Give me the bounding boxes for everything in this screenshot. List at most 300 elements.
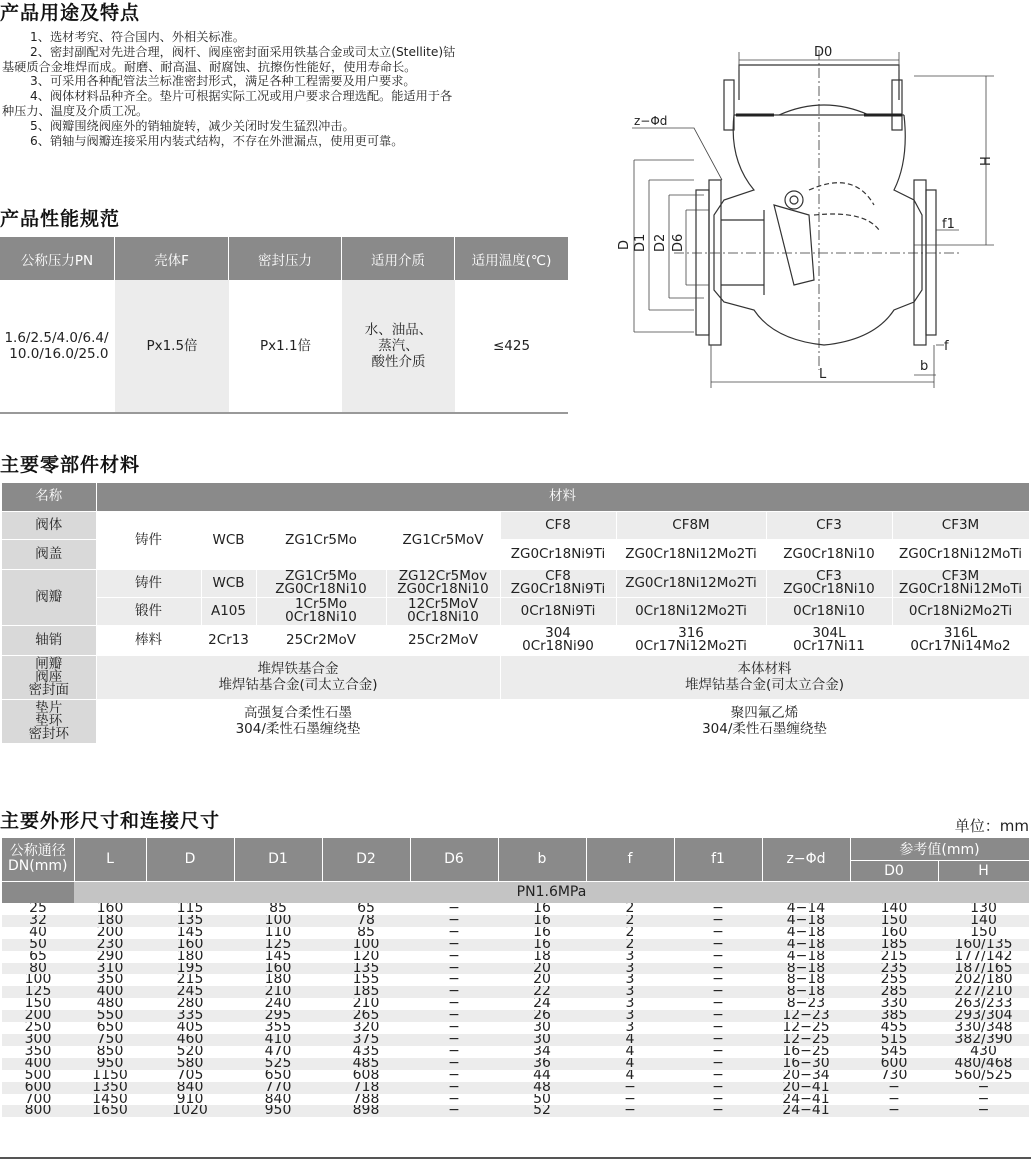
dim-cell: 2 [586, 927, 674, 939]
mat-cell: 本体材料 堆焊钴基合金(司太立合金) [500, 655, 1029, 699]
dim-cell: − [674, 998, 762, 1010]
dim-cell: 1020 [146, 1105, 234, 1117]
table-row [2, 1105, 1029, 1117]
dim-cell: − [850, 1105, 938, 1117]
mat-cell: 316L 0Cr17Ni14Mo2 [892, 625, 1029, 655]
dim-cell: 44 [498, 1070, 586, 1082]
dim-cell: 12−25 [762, 1022, 850, 1034]
dim-cell: 4 [586, 1034, 674, 1046]
dim-cell: 375 [322, 1034, 410, 1046]
dim-cell: − [674, 903, 762, 915]
dim-cell: 150 [850, 915, 938, 927]
dim-cell: − [410, 1094, 498, 1106]
dim-cell: − [674, 1094, 762, 1106]
dim-header: D2 [322, 838, 410, 881]
dim-cell: 8−18 [762, 986, 850, 998]
dim-cell: 480/468 [938, 1058, 1029, 1070]
dim-cell: 350 [2, 1046, 74, 1058]
table-row [2, 939, 1029, 951]
dim-cell: 8−18 [762, 963, 850, 975]
dim-cell: 435 [322, 1046, 410, 1058]
dim-cell: 195 [146, 963, 234, 975]
mat-cell: WCB [201, 569, 256, 597]
dim-cell: 4 [586, 1070, 674, 1082]
dim-cell: 200 [2, 1010, 74, 1022]
dim-cell: 265 [322, 1010, 410, 1022]
dim-header: D [146, 838, 234, 881]
dim-cell: − [674, 1070, 762, 1082]
dim-cell: 160 [146, 939, 234, 951]
dim-cell: 210 [234, 986, 322, 998]
table-row [2, 915, 1029, 927]
perf-header: 密封压力 [229, 237, 342, 280]
dim-cell: 385 [850, 1010, 938, 1022]
dim-cell: 4−18 [762, 951, 850, 963]
dim-cell: 32 [2, 915, 74, 927]
dim-cell: 202/180 [938, 974, 1029, 986]
dim-cell: 800 [2, 1105, 74, 1117]
table-row [2, 1034, 1029, 1046]
dim-cell: 1350 [74, 1082, 146, 1094]
mat-cell: 棒料 [96, 625, 201, 655]
dim-header: b [498, 838, 586, 881]
dim-header: 公称通径 DN(mm) [2, 838, 74, 881]
dim-cell: 4 [586, 1058, 674, 1070]
dim-cell: 950 [74, 1058, 146, 1070]
label-d0: D0 [814, 45, 833, 60]
dim-cell: 4 [586, 1046, 674, 1058]
dim-cell: 16−25 [762, 1046, 850, 1058]
mat-cell: ZG0Cr18Ni12Mo2Ti [616, 569, 766, 597]
mat-cell: 铸件 [96, 569, 201, 597]
dim-cell: 500 [2, 1070, 74, 1082]
dim-cell: 4−18 [762, 927, 850, 939]
dim-cell: 263/233 [938, 998, 1029, 1010]
perf-header: 适用温度(℃) [455, 237, 568, 280]
dim-cell: 200 [74, 927, 146, 939]
dims-title: 主要外形尺寸和连接尺寸 [0, 810, 221, 832]
dim-cell: − [674, 915, 762, 927]
dim-cell: − [674, 963, 762, 975]
mat-cell: ZG1Cr5Mo ZG0Cr18Ni10 [256, 569, 386, 597]
dim-cell: − [674, 1046, 762, 1058]
dim-cell: − [410, 903, 498, 915]
mat-cell: CF3M ZG0Cr18Ni12MoTi [892, 569, 1029, 597]
dim-cell: 52 [498, 1105, 586, 1117]
dim-cell: 455 [850, 1022, 938, 1034]
dim-cell: 100 [234, 915, 322, 927]
feature-line: 6、销轴与阀瓣连接采用内装式结构，不存在外泄漏点，使用更可靠。 [30, 133, 404, 148]
mat-label-disc: 阀瓣 [2, 569, 96, 625]
label-b: b [920, 359, 929, 374]
features-list [2, 30, 574, 148]
dim-cell: 4−14 [762, 903, 850, 915]
dim-cell: 350 [74, 974, 146, 986]
dim-cell: 245 [146, 986, 234, 998]
dim-cell: − [410, 939, 498, 951]
dim-cell: 25 [2, 903, 74, 915]
mat-cell: 0Cr18Ni9Ti [500, 597, 616, 625]
dim-cell: 16 [498, 927, 586, 939]
label-zphid: z−Φd [634, 114, 668, 128]
dim-cell: 410 [234, 1034, 322, 1046]
dim-cell: 110 [234, 927, 322, 939]
mat-cell: 25Cr2MoV [386, 625, 500, 655]
dim-cell: 85 [234, 903, 322, 915]
dim-cell: 290 [74, 951, 146, 963]
dim-cell: 16 [498, 903, 586, 915]
perf-value: ≤425 [492, 338, 531, 354]
dim-cell: 3 [586, 974, 674, 986]
dim-cell: 750 [74, 1034, 146, 1046]
dim-cell: 240 [234, 998, 322, 1010]
dim-cell: − [938, 1094, 1029, 1106]
perf-title: 产品性能规范 [0, 208, 121, 230]
perf-value: 水、油品、 蒸汽、 酸性介质 [342, 280, 455, 412]
table-row [2, 998, 1029, 1010]
dim-cell: 140 [938, 915, 1029, 927]
mat-cell: ZG1Cr5Mo [256, 511, 386, 569]
mat-header-name: 名称 [2, 483, 96, 511]
dim-cell: − [410, 1070, 498, 1082]
dim-cell: − [674, 939, 762, 951]
table-row [2, 1094, 1029, 1106]
parts-title: 主要零部件材料 [0, 454, 141, 476]
dim-cell: 4−18 [762, 939, 850, 951]
dim-cell: 150 [938, 927, 1029, 939]
label-f1: f1 [942, 217, 955, 232]
dim-cell: 20 [498, 974, 586, 986]
label-f: f [944, 339, 949, 354]
dim-cell: 24−41 [762, 1105, 850, 1117]
dim-cell: 480 [74, 998, 146, 1010]
dim-cell: 36 [498, 1058, 586, 1070]
dim-cell: 26 [498, 1010, 586, 1022]
dim-cell: 20 [498, 963, 586, 975]
dim-cell: 180 [74, 915, 146, 927]
mat-cell: ZG0Cr18Ni12Mo2Ti [616, 539, 766, 569]
table-row [2, 963, 1029, 975]
dim-cell: 330 [850, 998, 938, 1010]
dim-cell: 185 [322, 986, 410, 998]
mat-label-bonnet: 阀盖 [2, 539, 96, 569]
dim-cell: 160/135 [938, 939, 1029, 951]
dim-cell: 515 [850, 1034, 938, 1046]
dim-cell: 160 [74, 903, 146, 915]
dim-cell: 227/210 [938, 986, 1029, 998]
dim-cell: 405 [146, 1022, 234, 1034]
mat-cell: ZG0Cr18Ni10 [766, 539, 892, 569]
dim-cell: 650 [234, 1070, 322, 1082]
dim-cell: − [410, 986, 498, 998]
mat-label-gasket: 垫片 垫环 密封环 [2, 699, 96, 743]
dim-cell: 608 [322, 1070, 410, 1082]
mat-cell: 0Cr18Ni10 [766, 597, 892, 625]
performance-table [0, 237, 568, 414]
dim-cell: 65 [2, 951, 74, 963]
dim-cell: 125 [2, 986, 74, 998]
mat-cell: A105 [201, 597, 256, 625]
dim-cell: 705 [146, 1070, 234, 1082]
dim-cell: − [410, 1022, 498, 1034]
dim-cell: 150 [2, 998, 74, 1010]
dim-cell: 320 [322, 1022, 410, 1034]
dim-cell: 295 [234, 1010, 322, 1022]
dim-cell: 470 [234, 1046, 322, 1058]
table-row [2, 1010, 1029, 1022]
dim-cell: 550 [74, 1010, 146, 1022]
dim-cell: 600 [2, 1082, 74, 1094]
dim-cell: 4−18 [762, 915, 850, 927]
dim-cell: 50 [2, 939, 74, 951]
dim-cell: 770 [234, 1082, 322, 1094]
dim-cell: 580 [146, 1058, 234, 1070]
mat-cell: 1Cr5Mo 0Cr18Ni10 [256, 597, 386, 625]
table-row [2, 903, 1029, 915]
dim-cell: 140 [850, 903, 938, 915]
dim-cell: − [938, 1082, 1029, 1094]
dim-cell: 335 [146, 1010, 234, 1022]
dim-cell: 215 [146, 974, 234, 986]
dim-cell: 355 [234, 1022, 322, 1034]
dim-cell: 8−23 [762, 998, 850, 1010]
dim-cell: − [410, 998, 498, 1010]
dim-cell: 210 [322, 998, 410, 1010]
dim-cell: 115 [146, 903, 234, 915]
mat-cell: CF8M [616, 511, 766, 539]
dim-cell: 430 [938, 1046, 1029, 1058]
dim-cell: 650 [74, 1022, 146, 1034]
table-row [2, 986, 1029, 998]
dim-cell: 187/165 [938, 963, 1029, 975]
dim-cell: 100 [2, 974, 74, 986]
mat-cell: CF8 [500, 511, 616, 539]
dim-cell: 310 [74, 963, 146, 975]
mat-cell: 0Cr18Ni12Mo2Ti [616, 597, 766, 625]
dim-cell: − [410, 1082, 498, 1094]
dim-cell: − [938, 1105, 1029, 1117]
dim-cell: 16−30 [762, 1058, 850, 1070]
dim-cell: 180 [234, 974, 322, 986]
dim-cell: 120 [322, 951, 410, 963]
dim-cell: − [410, 951, 498, 963]
valve-drawing [614, 40, 1031, 395]
dim-cell: 16 [498, 939, 586, 951]
mat-cell: CF3 [766, 511, 892, 539]
dim-cell: 160 [850, 927, 938, 939]
dim-cell: 235 [850, 963, 938, 975]
label-d2: D2 [653, 233, 668, 252]
mat-cell: WCB [201, 511, 256, 569]
dim-cell: − [674, 1034, 762, 1046]
dim-pn-label: PN1.6MPa [74, 881, 1029, 903]
dim-cell: − [674, 974, 762, 986]
mat-cell: CF3M [892, 511, 1029, 539]
table-row [2, 927, 1029, 939]
dim-cell: 50 [498, 1094, 586, 1106]
mat-label-body: 阀体 [2, 511, 96, 539]
feature-line: 2、密封副配对先进合理，阀杆、阀座密封面采用铁基合金或司太立(Stellite)钴 [30, 44, 456, 59]
dim-cell: 700 [2, 1094, 74, 1106]
mat-cell: ZG0Cr18Ni12MoTi [892, 539, 1029, 569]
dim-cell: − [410, 915, 498, 927]
mat-cell: 铸件 [96, 511, 201, 569]
dim-cell: − [410, 1105, 498, 1117]
dim-cell: 85 [322, 927, 410, 939]
dim-cell: 250 [2, 1022, 74, 1034]
dim-cell: 460 [146, 1034, 234, 1046]
dim-cell: 525 [234, 1058, 322, 1070]
table-row [2, 1082, 1029, 1094]
dim-cell: 2 [586, 939, 674, 951]
table-row [2, 951, 1029, 963]
mat-cell: 304 0Cr18Ni90 [500, 625, 616, 655]
dim-cell: 382/390 [938, 1034, 1029, 1046]
dimensions-table [2, 838, 1030, 1117]
dim-cell: 80 [2, 963, 74, 975]
dim-cell: 160 [234, 963, 322, 975]
dim-cell: 34 [498, 1046, 586, 1058]
dim-cell: 180 [146, 951, 234, 963]
dim-cell: 230 [74, 939, 146, 951]
dim-cell: 3 [586, 1022, 674, 1034]
dim-cell: 300 [2, 1034, 74, 1046]
dim-cell: 24−41 [762, 1094, 850, 1106]
perf-value: Px1.1倍 [259, 338, 312, 354]
feature-line: 种压力、温度及介质工况。 [2, 103, 149, 118]
table-row [2, 1070, 1029, 1082]
dim-cell: 730 [850, 1070, 938, 1082]
dim-header: D1 [234, 838, 322, 881]
dim-cell: 898 [322, 1105, 410, 1117]
dim-cell: 1150 [74, 1070, 146, 1082]
perf-value: 1.6/2.5/4.0/6.4/ 10.0/16.0/25.0 [4, 330, 109, 362]
dim-header: z−Φd [762, 838, 850, 881]
dim-cell: 788 [322, 1094, 410, 1106]
dim-cell: 3 [586, 963, 674, 975]
dim-cell: 155 [322, 974, 410, 986]
mat-cell: 25Cr2MoV [256, 625, 386, 655]
dim-cell: 2 [586, 915, 674, 927]
dim-cell: 520 [146, 1046, 234, 1058]
dim-cell: 400 [2, 1058, 74, 1070]
dim-cell: − [850, 1082, 938, 1094]
feature-line: 基硬质合金堆焊而成。耐磨、耐高温、耐腐蚀、抗擦伤性能好，使用寿命长。 [2, 59, 417, 74]
dim-cell: 177/142 [938, 951, 1029, 963]
dim-cell: − [674, 1105, 762, 1117]
mat-cell: 锻件 [96, 597, 201, 625]
unit-label: 单位：mm [954, 817, 1029, 835]
dim-header: H [938, 860, 1029, 881]
label-l: L [819, 367, 827, 382]
dim-cell: 65 [322, 903, 410, 915]
dim-cell: 2 [586, 903, 674, 915]
dim-cell: − [586, 1082, 674, 1094]
mat-cell: 304L 0Cr17Ni11 [766, 625, 892, 655]
dim-cell: − [850, 1094, 938, 1106]
dim-cell: 48 [498, 1082, 586, 1094]
dim-cell: 130 [938, 903, 1029, 915]
dim-cell: 78 [322, 915, 410, 927]
dim-cell: 840 [146, 1082, 234, 1094]
uses-title: 产品用途及特点 [0, 2, 141, 24]
table-row [2, 1058, 1029, 1070]
table-row [2, 974, 1029, 986]
dim-cell: 718 [322, 1082, 410, 1094]
dim-cell: 560/525 [938, 1070, 1029, 1082]
mat-cell: ZG12Cr5Mov ZG0Cr18Ni10 [386, 569, 500, 597]
dim-cell: − [674, 1082, 762, 1094]
dim-cell: − [674, 1022, 762, 1034]
dim-header-ref: 参考值(mm) [850, 838, 1029, 860]
dim-cell: 3 [586, 986, 674, 998]
dim-cell: 840 [234, 1094, 322, 1106]
table-row [2, 1022, 1029, 1034]
feature-line: 1、选材考究、符合国内、外相关标准。 [30, 30, 245, 44]
dim-cell: 1450 [74, 1094, 146, 1106]
dim-cell: − [674, 1058, 762, 1070]
dim-cell: − [674, 1010, 762, 1022]
dim-header: L [74, 838, 146, 881]
dim-cell: 600 [850, 1058, 938, 1070]
dim-header: f1 [674, 838, 762, 881]
dim-cell: 30 [498, 1022, 586, 1034]
dim-cell: 3 [586, 951, 674, 963]
dim-cell: 293/304 [938, 1010, 1029, 1022]
dim-cell: 950 [234, 1105, 322, 1117]
dim-cell: 400 [74, 986, 146, 998]
dim-cell: − [410, 1010, 498, 1022]
feature-line: 5、阀瓣围绕阀座外的销轴旋转，减少关闭时发生猛烈冲击。 [30, 118, 355, 133]
dim-cell: 185 [850, 939, 938, 951]
dim-cell: 330/348 [938, 1022, 1029, 1034]
mat-cell: 0Cr18Ni2Mo2Ti [892, 597, 1029, 625]
mat-cell: ZG0Cr18Ni9Ti [500, 539, 616, 569]
dim-cell: − [674, 986, 762, 998]
dim-cell: 18 [498, 951, 586, 963]
dim-cell: − [410, 1034, 498, 1046]
dim-header: D0 [850, 860, 938, 881]
dim-cell: 40 [2, 927, 74, 939]
label-d6: D6 [671, 233, 686, 252]
dim-cell: 12−23 [762, 1010, 850, 1022]
dim-cell: − [410, 1046, 498, 1058]
table-row [2, 1046, 1029, 1058]
mat-cell: 聚四氟乙烯 304/柔性石墨缠绕垫 [500, 699, 1029, 743]
dim-cell: 215 [850, 951, 938, 963]
label-d: D [617, 239, 632, 250]
perf-header: 壳体F [115, 237, 229, 280]
mat-cell: 2Cr13 [201, 625, 256, 655]
dim-cell: 12−25 [762, 1034, 850, 1046]
dim-cell: − [586, 1105, 674, 1117]
dim-cell: − [410, 963, 498, 975]
dim-cell: − [586, 1094, 674, 1106]
dim-cell: 135 [322, 963, 410, 975]
dim-cell: 125 [234, 939, 322, 951]
dim-cell: 1650 [74, 1105, 146, 1117]
dim-cell: 850 [74, 1046, 146, 1058]
dim-cell: 16 [498, 915, 586, 927]
dim-cell: − [410, 927, 498, 939]
mat-cell: 高强复合柔性石墨 304/柔性石墨缠绕垫 [96, 699, 500, 743]
feature-line: 3、可采用各种配管法兰标准密封形式，满足各种工程需要及用户要求。 [30, 74, 416, 89]
dim-cell: 545 [850, 1046, 938, 1058]
mat-cell: ZG1Cr5MoV [386, 511, 500, 569]
mat-header-material: 材料 [96, 483, 1029, 511]
dim-cell: − [674, 927, 762, 939]
dim-header: D6 [410, 838, 498, 881]
